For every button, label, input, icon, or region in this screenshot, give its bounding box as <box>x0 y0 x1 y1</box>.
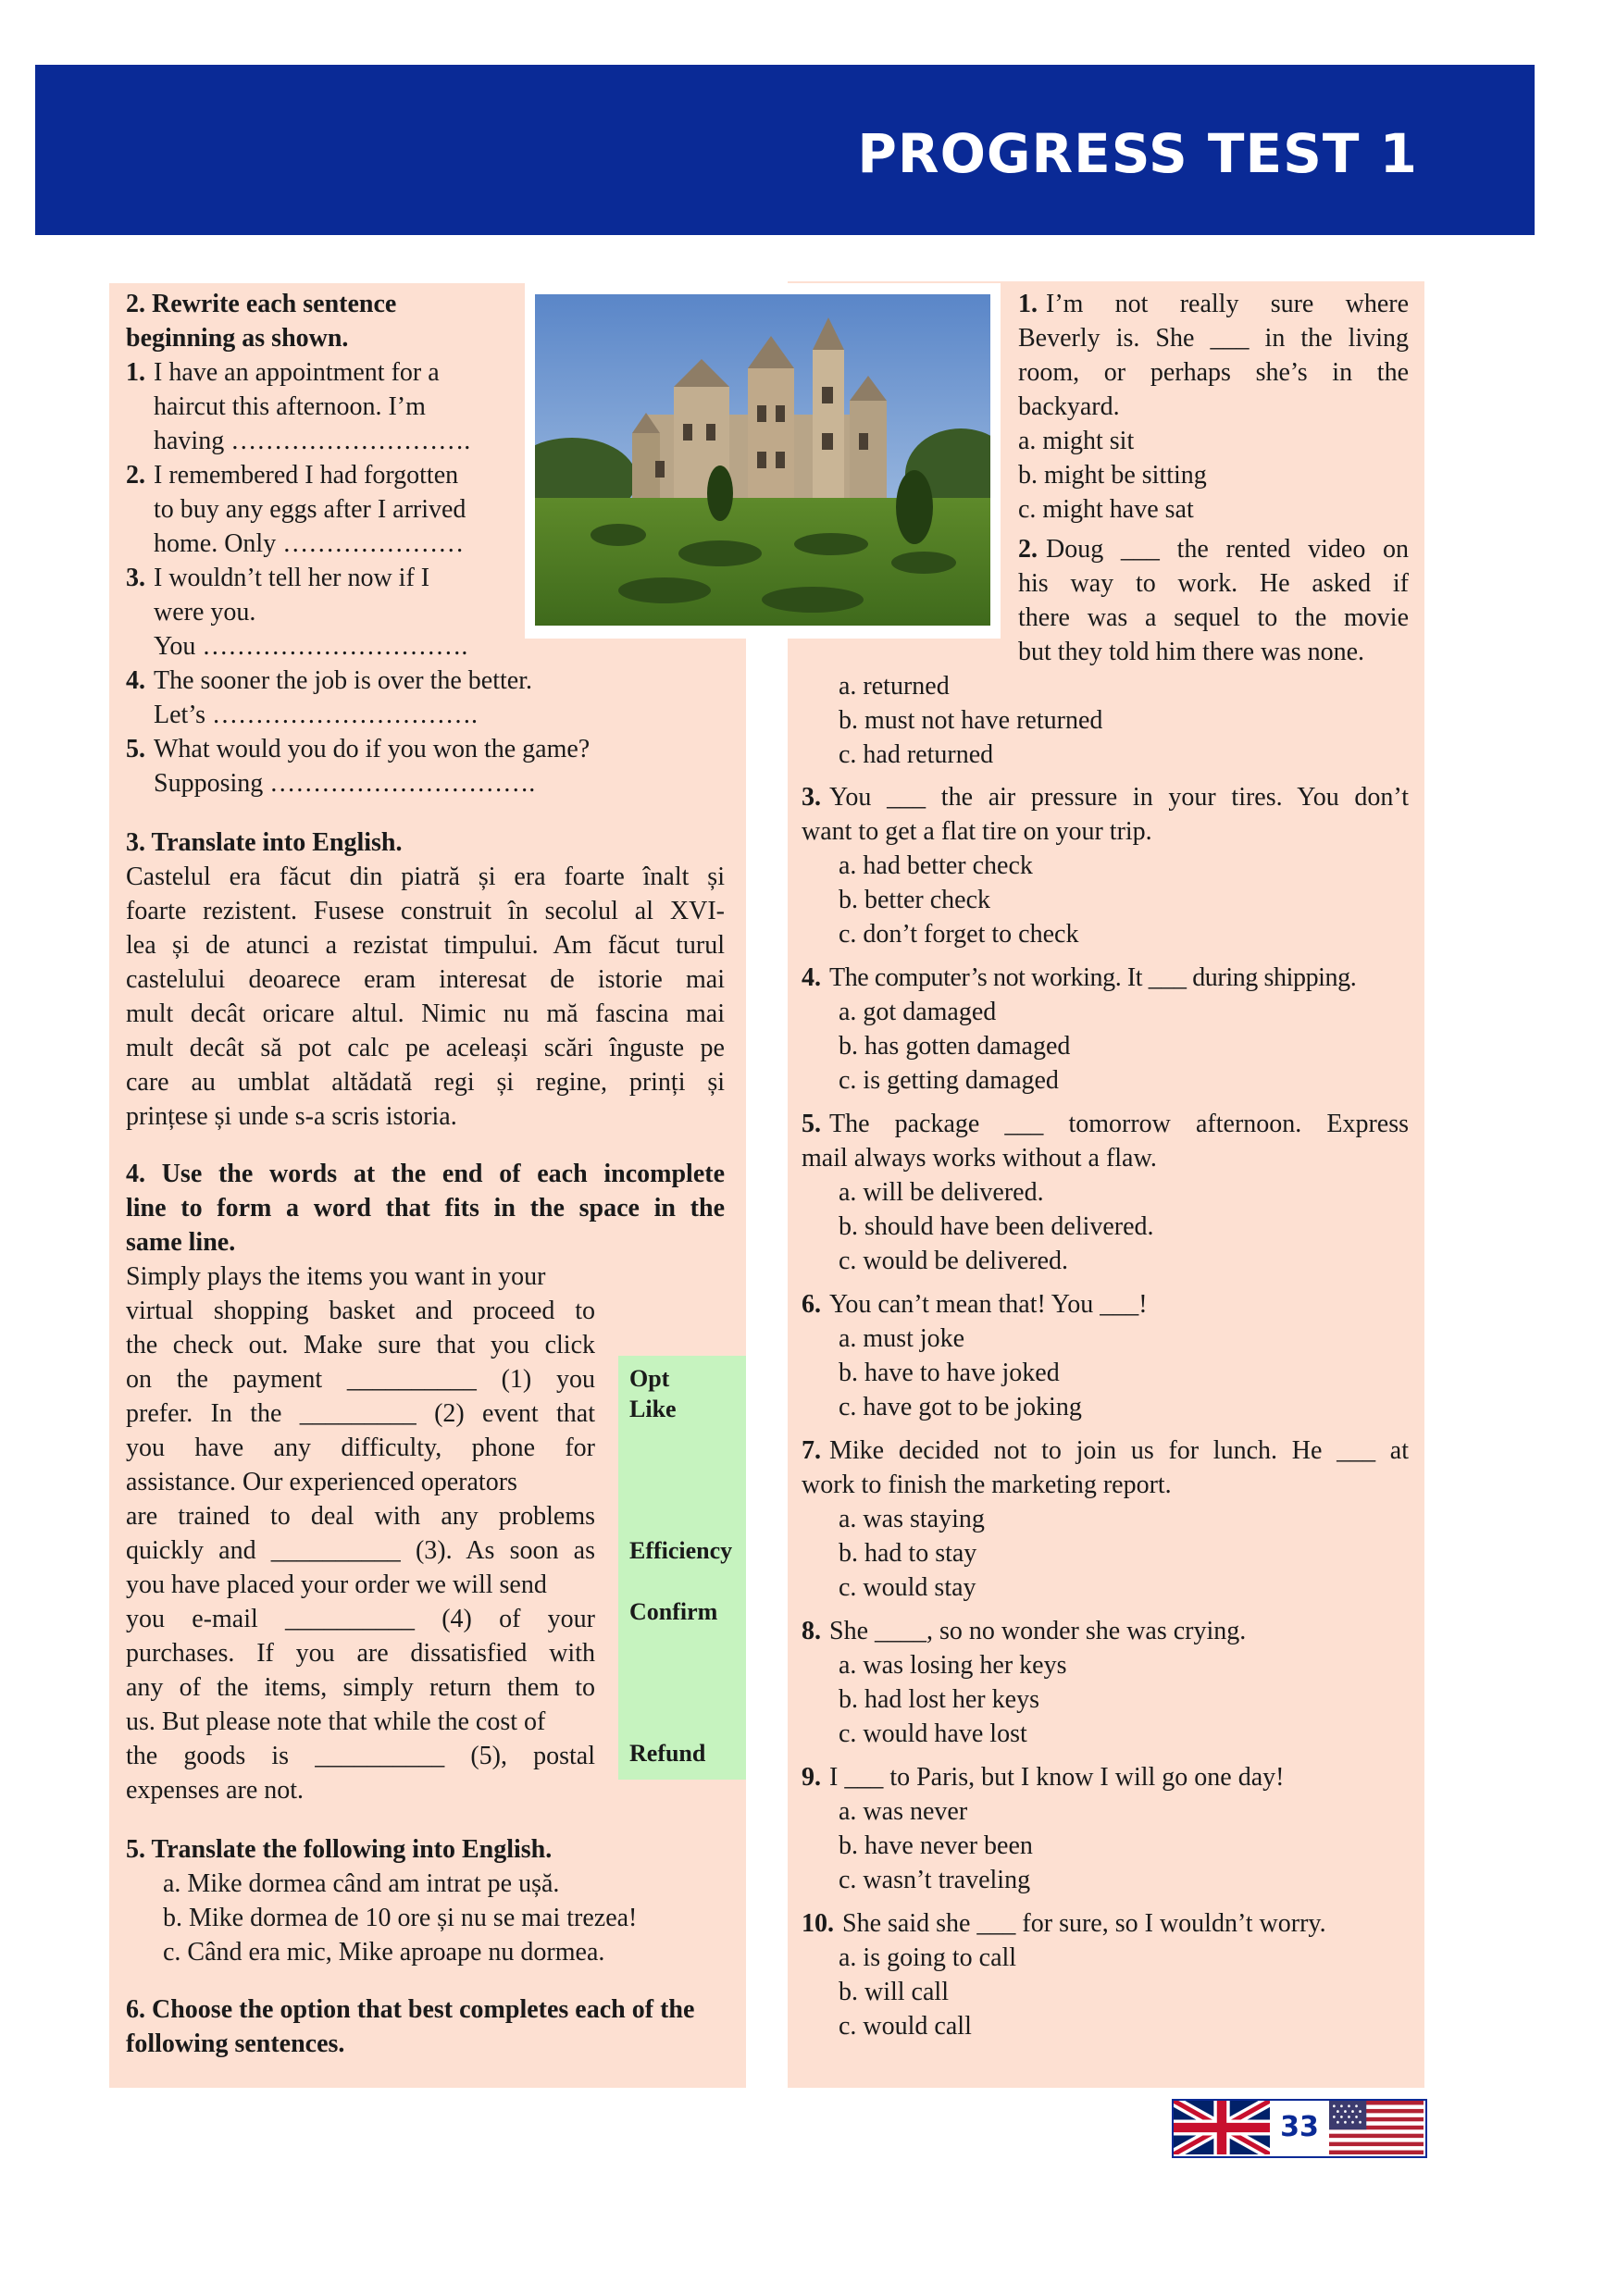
ex2-item-5-num: 5. <box>126 735 145 763</box>
q9-number: 9. <box>802 1763 821 1792</box>
q2-option-c: c. had returned <box>839 740 994 769</box>
ex2-item-5-line1: What would you do if you won the game? <box>154 735 591 763</box>
ex4-word-4: Confirm <box>629 1598 718 1625</box>
ex4-line: you have placed your order we will send <box>126 1570 547 1599</box>
ex4-line: virtual shopping basket and proceed to <box>126 1297 595 1325</box>
q10-option-c: c. would call <box>839 2012 972 2041</box>
q2-line: his way to work. He asked if <box>1018 569 1409 598</box>
q10-number: 10. <box>802 1909 834 1938</box>
ex3-line: prințese și unde s-a scris istoria. <box>126 1102 457 1131</box>
ex6-title-line1: 6. Choose the option that best completes each of the <box>126 1995 695 2024</box>
ex4-word-1: Opt <box>629 1365 670 1392</box>
ex5-item-c: c. Când era mic, Mike aproape nu dormea. <box>163 1938 605 1967</box>
q4-option-a: a. got damaged <box>839 998 997 1026</box>
q3-option-a: a. had better check <box>839 851 1033 880</box>
ex4-title-line2: line to form a word that fits in the space in the <box>126 1194 725 1222</box>
ex4-line: assistance. Our experienced operators <box>126 1468 517 1496</box>
ex2-item-4-num: 4. <box>126 666 145 695</box>
q5-option-c: c. would be delivered. <box>839 1247 1069 1275</box>
q1-option-c: c. might have sat <box>1018 495 1194 524</box>
q5-line: mail always works without a flaw. <box>802 1144 1157 1173</box>
ex2-item-3-line2: were you. <box>154 598 256 627</box>
ex2-item-2-line2: to buy any eggs after I arrived <box>154 495 466 524</box>
ex4-gap-1-line: on the payment __________ (1) you <box>126 1365 595 1394</box>
q9-option-c: c. wasn’t traveling <box>839 1866 1031 1894</box>
castle-photo <box>535 294 990 626</box>
q2-line: there was a sequel to the movie <box>1018 603 1409 632</box>
q8-number: 8. <box>802 1617 821 1645</box>
q1-line: Beverly is. She ___ in the living <box>1018 324 1409 353</box>
ex2-item-1-line1: I have an appointment for a <box>154 358 440 387</box>
q7-line: Mike decided not to join us for lunch. He ___ at <box>829 1436 1409 1465</box>
ex4-line: any of the items, simply return them to <box>126 1673 595 1702</box>
ex6-title-line2: following sentences. <box>126 2029 345 2058</box>
ex4-title-line1: 4. Use the words at the end of each incomplete <box>126 1160 725 1188</box>
ex3-line: care au umblat altădată regi și regine, prinți și <box>126 1068 725 1097</box>
q6-option-c: c. have got to be joking <box>839 1393 1082 1421</box>
q2-line: but they told him there was none. <box>1018 638 1365 666</box>
ex2-item-4-line1: The sooner the job is over the better. <box>154 666 532 695</box>
q1-option-a: a. might sit <box>1018 427 1135 455</box>
header-banner <box>35 65 1535 235</box>
q5-line: The package ___ tomorrow afternoon. Express <box>829 1110 1409 1138</box>
ex2-title-line1: 2. Rewrite each sentence <box>126 290 397 318</box>
q3-number: 3. <box>802 783 821 812</box>
q1-number: 1. <box>1018 290 1038 318</box>
q8-option-c: c. would have lost <box>839 1719 1027 1748</box>
q1-line: backyard. <box>1018 392 1120 421</box>
q4-option-b: b. has gotten damaged <box>839 1032 1071 1061</box>
q10-line: She said she ___ for sure, so I wouldn’t worry. <box>842 1909 1326 1938</box>
ex5-title: 5. Translate the following into English. <box>126 1835 553 1864</box>
ex3-line: lea și de atunci a rezistat timpului. Am făcut turul <box>126 931 725 960</box>
q9-line: I ___ to Paris, but I know I will go one day! <box>829 1763 1285 1792</box>
ex2-item-2-num: 2. <box>126 461 145 490</box>
ex3-title: 3. Translate into English. <box>126 828 403 857</box>
q7-option-c: c. would stay <box>839 1573 976 1602</box>
q10-option-b: b. will call <box>839 1978 949 2006</box>
q6-option-b: b. have to have joked <box>839 1359 1060 1387</box>
ex2-item-3-line1: I wouldn’t tell her now if I <box>154 564 430 592</box>
ex2-item-1: 1. <box>126 358 145 387</box>
ex2-title-line2: beginning as shown. <box>126 324 349 353</box>
ex4-word-3: Efficiency <box>629 1537 733 1564</box>
ex5-item-b: b. Mike dormea de 10 ore și nu se mai trezea! <box>163 1904 638 1932</box>
ex4-line: purchases. If you are dissatisfied with <box>126 1639 595 1668</box>
ex3-line: Castelul era făcut din piatră și era foarte înalt și <box>126 863 725 891</box>
ex4-gap-2-line: prefer. In the _________ (2) event that <box>126 1399 595 1428</box>
q4-line: The computer’s not working. It ___ during shipping. <box>829 963 1357 992</box>
q2-line: Doug ___ the rented video on <box>1046 535 1409 564</box>
q5-option-b: b. should have been delivered. <box>839 1212 1154 1241</box>
ex4-gap-5-line: the goods is __________ (5), postal <box>126 1742 595 1770</box>
page-title: PROGRESS TEST 1 <box>857 122 1418 185</box>
ex4-word-2: Like <box>629 1396 677 1422</box>
ex2-item-5-line2: Supposing …………………………. <box>154 769 536 798</box>
q1-option-b: b. might be sitting <box>1018 461 1207 490</box>
q2-number: 2. <box>1018 535 1038 564</box>
q3-option-c: c. don’t forget to check <box>839 920 1079 949</box>
ex2-item-4-line2: Let’s …………………………. <box>154 701 478 729</box>
ex2-item-3-line3: You …………………………. <box>154 632 468 661</box>
ex4-title-line3: same line. <box>126 1228 236 1257</box>
q1-line: I’m not really sure where <box>1046 290 1409 318</box>
ex4-line: Simply plays the items you want in your <box>126 1262 546 1291</box>
q10-option-a: a. is going to call <box>839 1943 1017 1972</box>
q2-option-a: a. returned <box>839 672 950 701</box>
q7-option-b: b. had to stay <box>839 1539 977 1568</box>
q2-option-b: b. must not have returned <box>839 706 1103 735</box>
ex2-item-2-line3: home. Only ………………… <box>154 529 465 558</box>
q3-option-b: b. better check <box>839 886 991 914</box>
q7-line: work to finish the marketing report. <box>802 1471 1172 1499</box>
q3-line: want to get a flat tire on your trip. <box>802 817 1152 846</box>
q3-line: You ___ the air pressure in your tires. You don’t <box>829 783 1409 812</box>
ex5-item-a: a. Mike dormea când am intrat pe ușă. <box>163 1869 560 1898</box>
ex3-line: castelului deoarece eram interesat de istorie mai <box>126 965 725 994</box>
ex4-word-5: Refund <box>629 1740 706 1767</box>
q4-number: 4. <box>802 963 821 992</box>
q1-line: room, or perhaps she’s in the <box>1018 358 1409 387</box>
ex4-line: you have any difficulty, phone for <box>126 1433 595 1462</box>
ex4-line: are trained to deal with any problems <box>126 1502 595 1531</box>
ex3-line: foarte rezistent. Fusese construit în secolul al XVI- <box>126 897 725 925</box>
ex4-gap-4-line: you e-mail __________ (4) of your <box>126 1605 595 1633</box>
ex2-item-3-num: 3. <box>126 564 145 592</box>
ex2-item-2-line1: I remembered I had forgotten <box>154 461 459 490</box>
q8-option-a: a. was losing her keys <box>839 1651 1067 1680</box>
q8-line: She ____, so no wonder she was crying. <box>829 1617 1247 1645</box>
ex4-line: expenses are not. <box>126 1776 305 1805</box>
ex4-line: us. But please note that while the cost of <box>126 1707 546 1736</box>
ex2-item-1-line3: having ………………………. <box>154 427 471 455</box>
uk-flag-icon <box>1174 2101 1270 2154</box>
q6-option-a: a. must joke <box>839 1324 965 1353</box>
q7-number: 7. <box>802 1436 821 1465</box>
page-number: 33 <box>1280 2111 1319 2143</box>
q6-line: You can’t mean that! You ___! <box>829 1290 1148 1319</box>
q9-option-b: b. have never been <box>839 1831 1033 1860</box>
ex4-line: the check out. Make sure that you click <box>126 1331 595 1359</box>
ex4-gap-3-line: quickly and __________ (3). As soon as <box>126 1536 595 1565</box>
q6-number: 6. <box>802 1290 821 1319</box>
ex3-line: mult decât oricare altul. Nimic nu mă fascina mai <box>126 999 725 1028</box>
q9-option-a: a. was never <box>839 1797 968 1826</box>
q4-option-c: c. is getting damaged <box>839 1066 1059 1095</box>
q7-option-a: a. was staying <box>839 1505 985 1533</box>
us-flag-icon <box>1329 2101 1424 2154</box>
ex3-line: mult decât să pot calc pe aceleași scări înguste pe <box>126 1034 725 1062</box>
q5-number: 5. <box>802 1110 821 1138</box>
q8-option-b: b. had lost her keys <box>839 1685 1039 1714</box>
q5-option-a: a. will be delivered. <box>839 1178 1044 1207</box>
ex2-item-1-line2: haircut this afternoon. I’m <box>154 392 426 421</box>
